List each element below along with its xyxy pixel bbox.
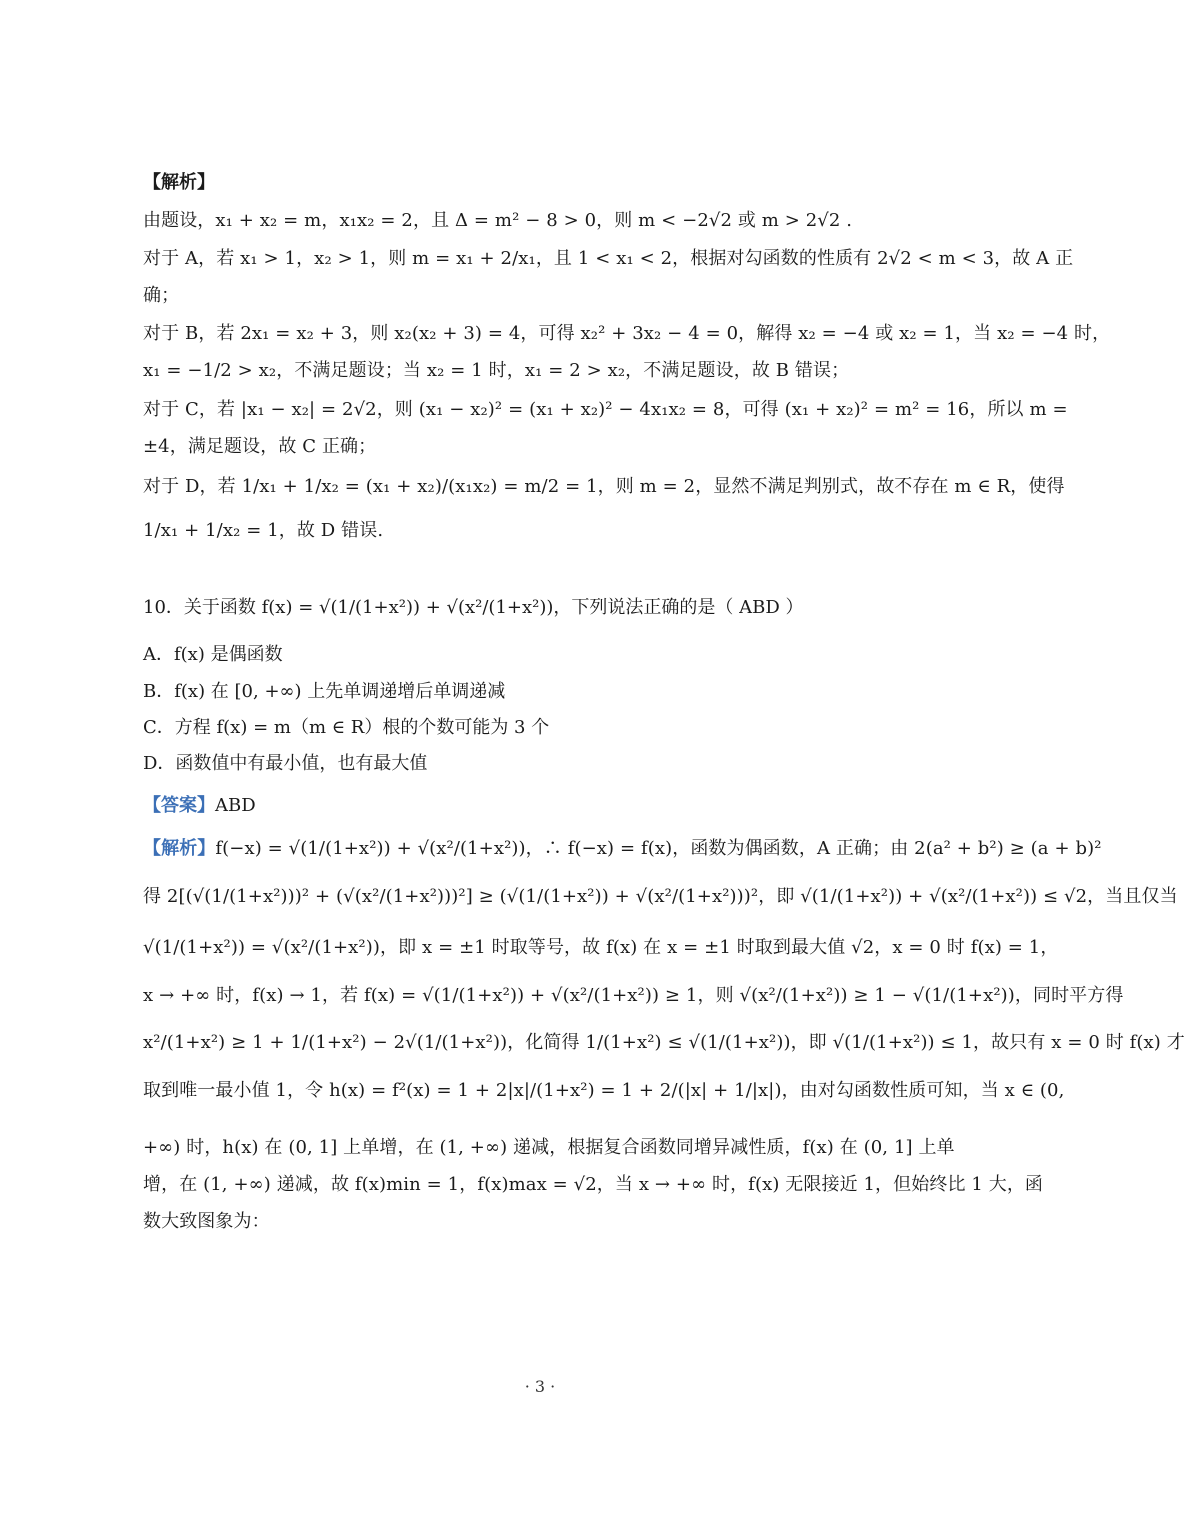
section-heading-analysis: 【解析】 [143, 172, 215, 193]
analysis-line-2: 得 2[(√(1/(1+x²)))² + (√(x²/(1+x²)))²] ≥ (√(1/(1+x²)) + √(x²/(1+x²)))²，即 √(1/(1+x²)) + √(x²/(1+x²)) ≤ √2，当且仅当 [143, 886, 1178, 907]
page-number: · 3 · [524, 1377, 556, 1396]
answer-value: ABD [215, 795, 256, 816]
solution-line-1: 由题设，x₁ + x₂ = m，x₁x₂ = 2，且 Δ = m² − 8 > 0，则 m < −2√2 或 m > 2√2 . [143, 210, 853, 231]
analysis-line-8: 增，在 (1, +∞) 递减，故 f(x)min = 1，f(x)max = √2，当 x → +∞ 时，f(x) 无限接近 1，但始终比 1 大，函 [143, 1174, 1044, 1195]
option-a: A．f(x) 是偶函数 [143, 644, 283, 665]
analysis-line-4: x → +∞ 时，f(x) → 1，若 f(x) = √(1/(1+x²)) + √(x²/(1+x²)) ≥ 1，则 √(x²/(1+x²)) ≥ 1 − √(1/(1+x²))，同时平方得 [143, 985, 1124, 1006]
solution-line-4: 对于 B，若 2x₁ = x₂ + 3，则 x₂(x₂ + 3) = 4，可得 x₂² + 3x₂ − 4 = 0，解得 x₂ = −4 或 x₂ = 1，当 x₂ = −4 时， [143, 323, 1111, 344]
solution-line-6: 对于 C，若 |x₁ − x₂| = 2√2，则 (x₁ − x₂)² = (x₁ + x₂)² − 4x₁x₂ = 8，可得 (x₁ + x₂)² = m² = 16，所以 m = [143, 399, 1068, 420]
option-c: C．方程 f(x) = m（m ∈ R）根的个数可能为 3 个 [143, 717, 550, 738]
option-b: B．f(x) 在 [0, +∞) 上先单调递增后单调递减 [143, 681, 506, 702]
analysis-label: 【解析】 [143, 838, 216, 859]
solution-line-7: ±4，满足题设，故 C 正确； [143, 436, 377, 457]
analysis-line-3: √(1/(1+x²)) = √(x²/(1+x²))，即 x = ±1 时取等号，故 f(x) 在 x = ±1 时取到最大值 √2，x = 0 时 f(x) = 1， [143, 937, 1059, 958]
answer-line [143, 793, 938, 819]
solution-line-8: 对于 D，若 1/x₁ + 1/x₂ = (x₁ + x₂)/(x₁x₂) = m/2 = 1，则 m = 2，显然不满足判别式，故不存在 m ∈ R，使得 [143, 476, 1065, 497]
question-10: 10．关于函数 f(x) = √(1/(1+x²)) + √(x²/(1+x²))，下列说法正确的是（ ABD ） [143, 597, 804, 618]
option-d: D．函数值中有最小值，也有最大值 [143, 753, 428, 774]
answer-label: 【答案】 [143, 795, 215, 816]
analysis-line-7: +∞) 时，h(x) 在 (0, 1] 上单增，在 (1, +∞) 递减，根据复合函数同增异减性质，f(x) 在 (0, 1] 上单 [143, 1137, 955, 1158]
analysis-line-9: 数大致图象为： [143, 1211, 270, 1232]
solution-line-5: x₁ = −1/2 > x₂，不满足题设；当 x₂ = 1 时，x₁ = 2 > x₂，不满足题设，故 B 错误； [143, 360, 850, 381]
solution-line-2: 对于 A，若 x₁ > 1，x₂ > 1，则 m = x₁ + 2/x₁，且 1 < x₁ < 2，根据对勾函数的性质有 2√2 < m < 3，故 A 正 [143, 248, 1074, 269]
analysis-line-5: x²/(1+x²) ≥ 1 + 1/(1+x²) − 2√(1/(1+x²))，化简得 1/(1+x²) ≤ √(1/(1+x²))，即 √(1/(1+x²)) ≤ 1，故只有 x = 0 时 f(x) 才 [143, 1032, 1185, 1053]
analysis-line-1: 【解析】f(−x) = √(1/(1+x²)) + √(x²/(1+x²))，∴ f(−x) = f(x)，函数为偶函数，A 正确；由 2(a² + b²) ≥ (a + b)² [143, 838, 1102, 859]
solution-line-9: 1/x₁ + 1/x₂ = 1，故 D 错误. [143, 520, 384, 541]
solution-line-3: 确； [143, 285, 180, 306]
analysis-line-6: 取到唯一最小值 1，令 h(x) = f²(x) = 1 + 2|x|/(1+x²) = 1 + 2/(|x| + 1/|x|)，由对勾函数性质可知，当 x ∈ (0, [143, 1080, 1065, 1101]
